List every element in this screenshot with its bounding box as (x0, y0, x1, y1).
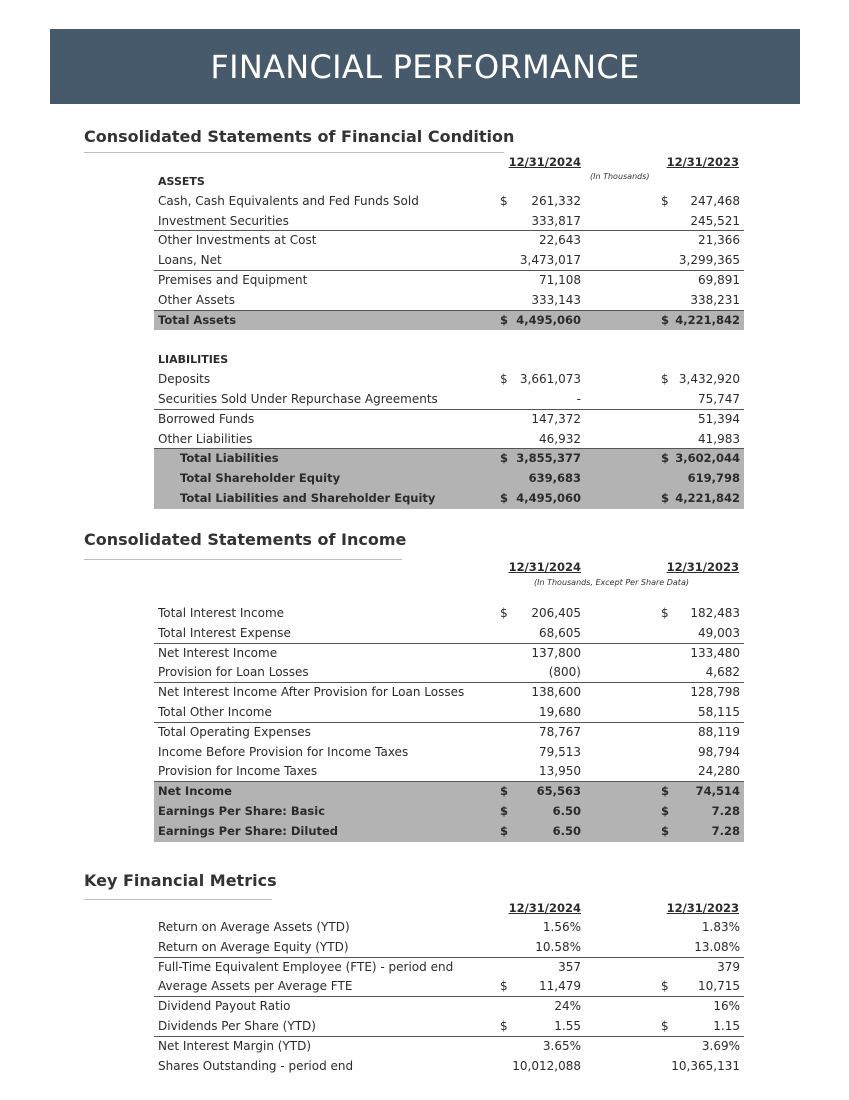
assets-heading-label: ASSETS (158, 175, 205, 188)
row-label: Total Other Income (158, 704, 272, 719)
value-2023: 3,299,365 (678, 253, 740, 268)
dollar-sign: $ (661, 979, 669, 994)
income-col-2023: 12/31/2023 (666, 560, 739, 574)
value-2023: 58,115 (698, 704, 740, 719)
row-label: Net Interest Income After Provision for Loan Losses (158, 685, 465, 700)
row-label: Premises and Equipment (158, 272, 308, 287)
dollar-sign: $ (500, 803, 509, 818)
value-2024: 65,563 (536, 784, 581, 799)
page-banner (50, 29, 800, 104)
value-2023: 1.15 (713, 1018, 740, 1033)
table-row (154, 291, 744, 311)
metrics-title-rule (84, 899, 272, 900)
row-label: Return on Average Assets (YTD) (158, 920, 350, 934)
value-2024: 333,817 (531, 213, 581, 228)
value-2023: 98,794 (698, 744, 740, 759)
value-2023: 69,891 (698, 272, 740, 287)
total-row (154, 489, 744, 509)
total-row (154, 449, 744, 469)
condition-col-2023: 12/31/2023 (666, 155, 739, 169)
table-row (154, 624, 744, 644)
table-row (154, 370, 744, 390)
row-label: Other Assets (158, 292, 235, 307)
value-2023: 88,119 (698, 724, 740, 739)
row-label: Borrowed Funds (158, 411, 255, 426)
table-row (154, 231, 744, 251)
value-2023: 21,366 (698, 233, 740, 248)
total-row (154, 802, 744, 822)
value-2023: 51,394 (698, 411, 740, 426)
value-2024: 46,932 (539, 431, 581, 446)
value-2024: 147,372 (531, 411, 581, 426)
income-section-title: Consolidated Statements of Income (84, 530, 407, 549)
table-row (154, 271, 744, 291)
dollar-sign: $ (661, 823, 670, 838)
table-row (154, 430, 744, 450)
value-2024: 68,605 (539, 625, 581, 640)
dollar-sign: $ (500, 979, 508, 994)
table-row (154, 918, 744, 938)
row-label: Cash, Cash Equivalents and Fed Funds Sold (158, 193, 419, 208)
value-2024: 71,108 (539, 272, 581, 287)
table-row (154, 762, 744, 782)
dollar-sign: $ (661, 1018, 669, 1033)
row-label: Full-Time Equivalent Employee (FTE) - period end (158, 959, 454, 974)
page-title: FINANCIAL PERFORMANCE (210, 47, 640, 86)
value-2023: 10,365,131 (671, 1058, 740, 1073)
value-2023: 4,221,842 (675, 490, 740, 505)
condition-units-note: (In Thousands) (590, 172, 650, 181)
value-2024: 357 (558, 959, 581, 974)
liabilities-heading-label: LIABILITIES (158, 353, 229, 367)
row-label: Total Liabilities and Shareholder Equity (180, 490, 436, 505)
value-2024: 261,332 (531, 193, 581, 208)
value-2023: 10,715 (698, 979, 740, 994)
dollar-sign: $ (500, 1018, 508, 1033)
value-2023: 3,602,044 (675, 451, 740, 466)
income-title-rule (84, 559, 402, 560)
liabilities-heading (154, 350, 744, 370)
value-2023: 245,521 (690, 213, 740, 228)
value-2023: 41,983 (698, 431, 740, 446)
dollar-sign: $ (500, 372, 508, 387)
value-2023: 4,682 (705, 665, 740, 680)
value-2023: 24,280 (698, 764, 740, 779)
dollar-sign: $ (500, 823, 509, 838)
row-label: Earnings Per Share: Basic (158, 803, 326, 818)
table-row (154, 644, 744, 664)
value-2024: 10.58% (535, 939, 581, 954)
row-label: Provision for Loan Losses (158, 665, 309, 680)
value-2023: 3,432,920 (678, 372, 740, 387)
row-label: Loans, Net (158, 253, 222, 268)
row-label: Total Operating Expenses (158, 724, 311, 739)
metrics-col-2024: 12/31/2024 (508, 901, 581, 915)
value-2023: 4,221,842 (675, 312, 740, 327)
income-col-2024: 12/31/2024 (508, 560, 581, 574)
table-row (154, 997, 744, 1017)
value-2024: 11,479 (539, 979, 581, 994)
total-row (154, 822, 744, 842)
value-2024: 4,495,060 (516, 312, 581, 327)
dollar-sign: $ (661, 372, 669, 387)
row-label: Investment Securities (158, 213, 289, 228)
condition-table (154, 172, 744, 509)
row-label: Dividends Per Share (YTD) (158, 1018, 316, 1033)
value-2023: 338,231 (690, 292, 740, 307)
table-row (154, 977, 744, 997)
condition-section-title: Consolidated Statements of Financial Condition (84, 127, 515, 146)
row-label: Average Assets per Average FTE (158, 979, 353, 994)
metrics-table (154, 918, 744, 1076)
value-2024: (800) (548, 665, 581, 680)
value-2024: 6.50 (552, 823, 581, 838)
table-row (154, 958, 744, 978)
row-label: Total Interest Expense (158, 625, 291, 640)
table-row (154, 1017, 744, 1037)
value-2024: 13,950 (539, 764, 581, 779)
value-2024: 19,680 (539, 704, 581, 719)
dollar-sign: $ (661, 451, 670, 466)
dollar-sign: $ (500, 193, 508, 208)
assets-heading (154, 172, 744, 192)
dollar-sign: $ (661, 312, 670, 327)
value-2024: 1.55 (554, 1018, 581, 1033)
table-row (154, 390, 744, 410)
value-2024: 78,767 (539, 724, 581, 739)
total-assets-row (154, 311, 744, 331)
value-2023: 74,514 (695, 784, 740, 799)
income-table (154, 604, 744, 842)
value-2024: - (576, 391, 581, 406)
value-2024: 3,473,017 (519, 253, 581, 268)
value-2023: 49,003 (698, 625, 740, 640)
table-row (154, 192, 744, 212)
table-row (154, 663, 744, 683)
total-row (154, 469, 744, 489)
metrics-col-2023: 12/31/2023 (666, 901, 739, 915)
dollar-sign: $ (661, 803, 670, 818)
spacer (154, 330, 744, 350)
row-label: Net Interest Income (158, 645, 278, 660)
value-2023: 128,798 (690, 685, 740, 700)
condition-col-2024: 12/31/2024 (508, 155, 581, 169)
value-2024: 137,800 (531, 645, 581, 660)
dollar-sign: $ (661, 193, 669, 208)
table-row (154, 1037, 744, 1057)
row-label: Other Investments at Cost (158, 233, 317, 248)
row-label: Provision for Income Taxes (158, 764, 318, 779)
row-label: Net Income (158, 784, 232, 799)
row-label: Deposits (158, 372, 211, 387)
dollar-sign: $ (661, 490, 670, 505)
value-2024: 138,600 (531, 685, 581, 700)
row-label: Total Interest Income (158, 606, 285, 620)
value-2024: 333,143 (531, 292, 581, 307)
value-2024: 3,855,377 (516, 451, 581, 466)
value-2023: 619,798 (687, 471, 740, 486)
table-row (154, 1057, 744, 1077)
total-row (154, 782, 744, 802)
value-2024: 22,643 (539, 233, 581, 248)
table-row (154, 410, 744, 430)
dollar-sign: $ (661, 784, 670, 799)
value-2023: 379 (717, 959, 740, 974)
dollar-sign: $ (500, 606, 508, 620)
table-row (154, 723, 744, 743)
row-label: Total Shareholder Equity (180, 471, 341, 486)
table-row (154, 604, 744, 624)
dollar-sign: $ (500, 451, 509, 466)
value-2024: 79,513 (539, 744, 581, 759)
table-row (154, 683, 744, 703)
value-2024: 639,683 (528, 471, 581, 486)
value-2023: 7.28 (711, 803, 740, 818)
value-2023: 1.83% (701, 920, 740, 934)
dollar-sign: $ (500, 490, 509, 505)
value-2023: 182,483 (690, 606, 740, 620)
dollar-sign: $ (661, 606, 669, 620)
row-label: Net Interest Margin (YTD) (158, 1038, 311, 1053)
row-label: Total Liabilities (180, 451, 279, 466)
value-2023: 13.08% (694, 939, 740, 954)
condition-title-rule (84, 152, 504, 153)
value-2023: 133,480 (690, 645, 740, 660)
table-row (154, 703, 744, 723)
dollar-sign: $ (500, 312, 509, 327)
row-label: Earnings Per Share: Diluted (158, 823, 339, 838)
table-row (154, 743, 744, 763)
value-2024: 6.50 (552, 803, 581, 818)
dollar-sign: $ (500, 784, 509, 799)
table-row (154, 251, 744, 271)
row-label: Shares Outstanding - period end (158, 1058, 354, 1073)
value-2024: 3,661,073 (519, 372, 581, 387)
value-2024: 3.65% (542, 1038, 581, 1053)
value-2024: 4,495,060 (516, 490, 581, 505)
value-2024: 206,405 (531, 606, 581, 620)
table-row (154, 938, 744, 958)
row-label: Other Liabilities (158, 431, 253, 446)
metrics-section-title: Key Financial Metrics (84, 871, 277, 890)
value-2024: 10,012,088 (512, 1058, 581, 1073)
value-2023: 75,747 (698, 391, 740, 406)
row-label: Return on Average Equity (YTD) (158, 939, 349, 954)
value-2023: 247,468 (690, 193, 740, 208)
table-row (154, 212, 744, 232)
income-units-note: (In Thousands, Except Per Share Data) (534, 578, 689, 587)
row-label: Income Before Provision for Income Taxes (158, 744, 409, 759)
value-2023: 7.28 (711, 823, 740, 838)
row-label: Dividend Payout Ratio (158, 999, 291, 1014)
value-2024: 1.56% (542, 920, 581, 934)
row-label: Total Assets (158, 312, 237, 327)
value-2023: 16% (713, 999, 740, 1014)
value-2024: 24% (554, 999, 581, 1014)
row-label: Securities Sold Under Repurchase Agreements (158, 391, 438, 406)
value-2023: 3.69% (701, 1038, 740, 1053)
